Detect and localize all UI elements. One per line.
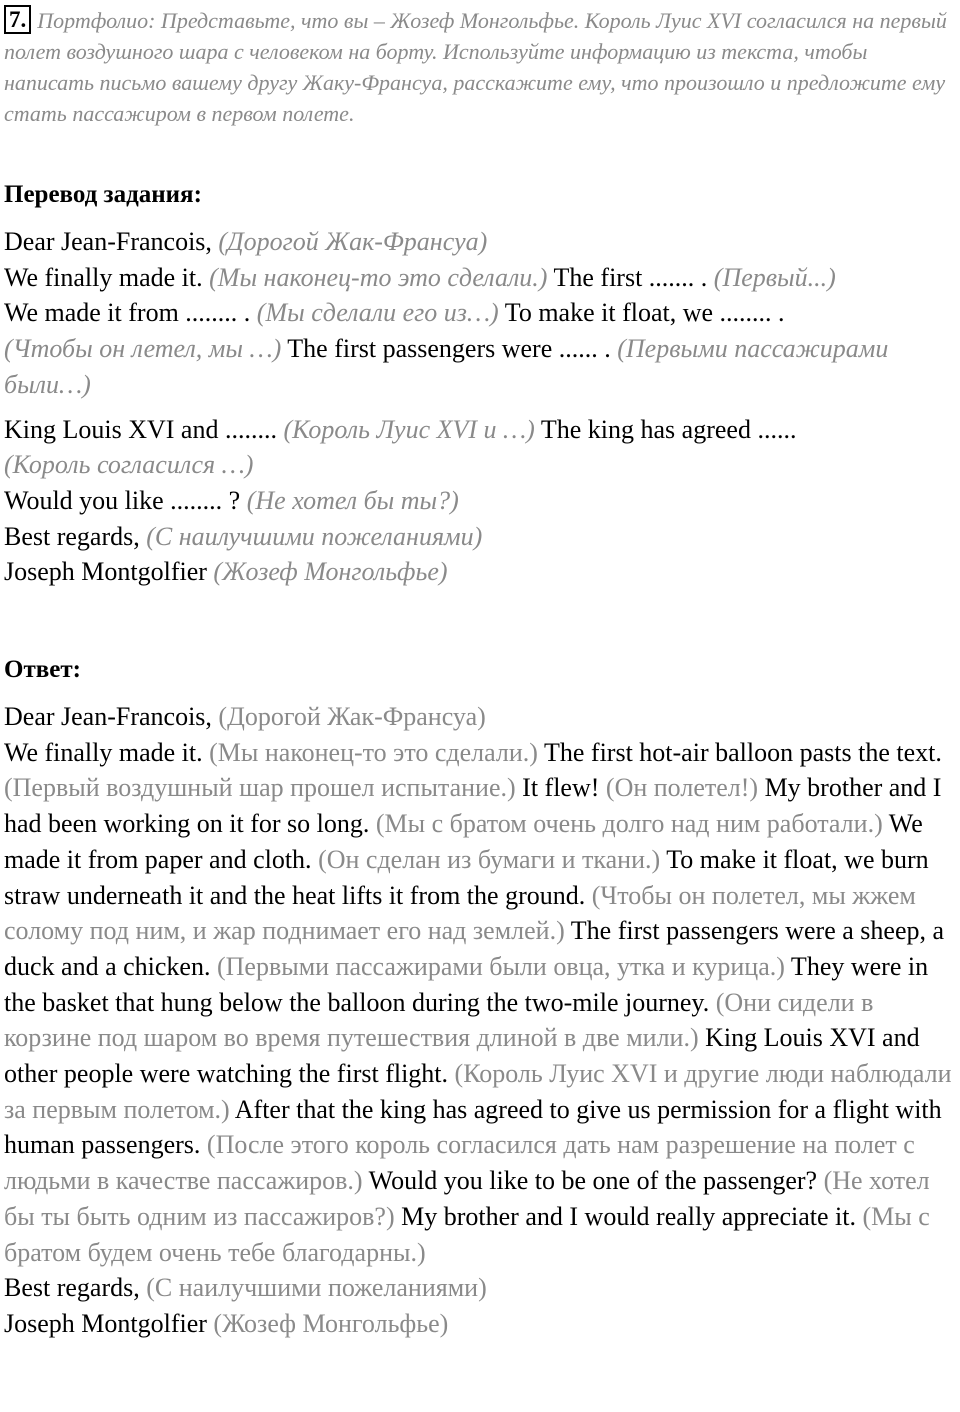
answer-signature: Joseph Montgolfier (Жозеф Монгольфье) <box>4 1308 449 1338</box>
template-letter <box>4 224 956 590</box>
answer-greeting: Dear Jean-Francois, (Дорогой Жак-Франсуа) <box>4 702 486 731</box>
answer-closing: Best regards, (С наилучшими пожеланиями) <box>4 1273 487 1303</box>
translation-heading: Перевод задания: <box>4 181 202 208</box>
task-number: 7. <box>4 5 31 34</box>
document-page <box>4 0 956 1338</box>
answer-heading: Ответ: <box>4 656 81 683</box>
answer-letter <box>4 699 956 1342</box>
task-statement <box>4 5 956 129</box>
answer-body: We finally made it. (Мы наконец-то это сделали.) The first hot-air balloon pasts the text. (Первый воздушный шар прошел испытание.) It flew! (Он полетел!) My brother and I had been working on it for so long. (Мы с братом очень долго над ним работали.) We made it from paper and cloth. (Он сделан из бумаги и ткани.) To make it float, we burn straw underneath it and the heat lifts it from the ground. (Чтобы он полетел, мы жжем солому под ним, и жар поднимает его над землей.) The first passengers were a sheep, a duck and a chicken. (Первыми пассажирами были овца, утка и курица.) They were in the basket that hung below the balloon during the two-mile journey. (Они сидели в корзине под шаром во время путешествия длиной в две мили.) King Louis XVI and other people were watching the first flight. (Король Луис XVI и другие люди наблюдали за первым полетом.) After that the king has agreed to give us permission for a flight with human passengers. (После этого король согласился дать нам разрешение на полет с людьми в качестве пассажиров.) Would you like to be one of the passenger? (Не хотел бы ты быть одним из пассажиров?) My brother and I would really appreciate it. (Мы с братом будем очень тебе благодарны.) <box>4 737 952 1267</box>
template-signature: Joseph Montgolfier (Жозеф Монгольфье) <box>4 557 448 587</box>
template-question: Would you like ........ ? (Не хотел бы ты?) <box>4 485 459 515</box>
template-body: We finally made it. (Мы наконец-то это сделали.) The first ....... . (Первый...) We made it from ........ . (Мы сделали его из…) To make it float, we ........ . (Чтобы он летел, мы …) The first passengers were ...... . (Первыми пассажирами были…) <box>4 262 889 399</box>
template-closing: Best regards, (С наилучшими пожеланиями) <box>4 521 483 551</box>
template-paragraph-2 <box>4 412 956 591</box>
template-greeting: Dear Jean-Francois, (Дорогой Жак-Франсуа) <box>4 227 488 256</box>
template-paragraph-1 <box>4 224 956 403</box>
task-text: Портфолио: Представьте, что вы – Жозеф Монгольфье. Король Луис XVI согласился на первый полет воздушного шара с человеком на борту. Используйте информацию из текста, чтобы написать письмо вашему другу Жаку-Франсуа, расскажите ему, что произошло и предложите ему стать пассажиром в первом полете. <box>4 8 947 126</box>
template-body-2: King Louis XVI and ........ (Король Луис XVI и …) The king has agreed ...... (Король согласился …) <box>4 414 797 480</box>
